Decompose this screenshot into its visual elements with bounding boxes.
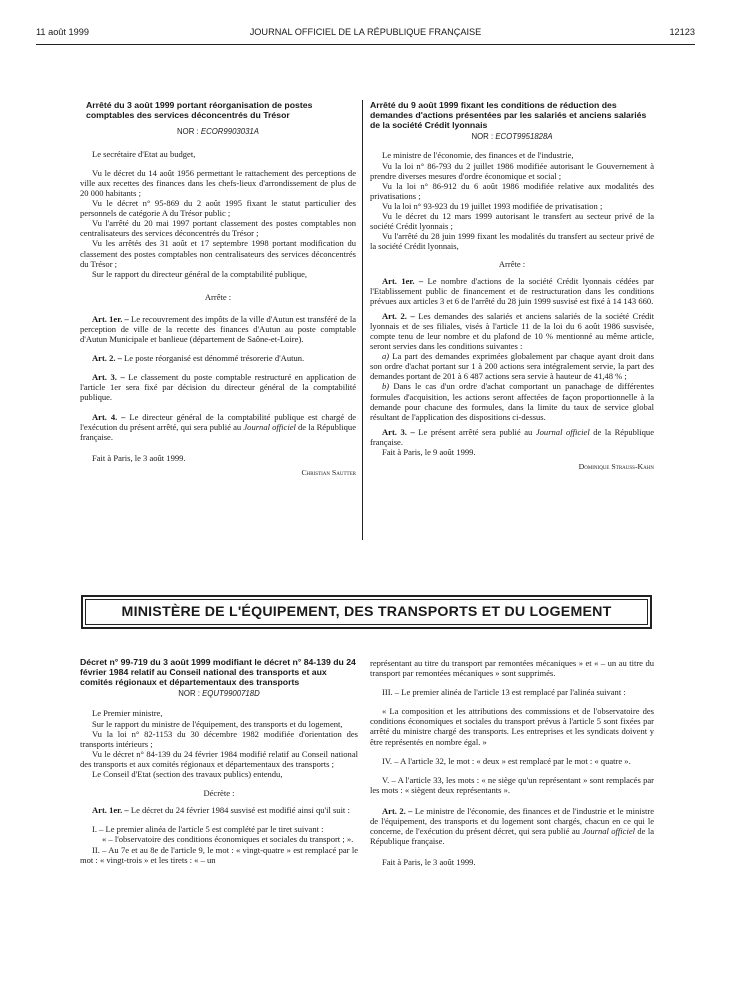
article-point: IV. – A l'article 32, le mot : « deux » est remplacé par le mot : « quatre ». [382,755,631,766]
done-at: Fait à Paris, le 3 août 1999. [92,452,186,463]
article-item: a) La part des demandes exprimées globalement par chaque ayant droit dans son ordre d'achat portant sur 1 à 200 actions sera intégralement servie, la part des demandes portant de 201 à 6 487 actions sera servie à hauteur de 41,48 % ; [370,351,654,382]
visa: Vu le décret du 14 août 1956 permettant le rattachement des perceptions de ville aux recettes des finances dans les chefs-lieux d'arrondissement de plus de 20 000 habitants ; [80,167,356,198]
article: Art. 2. – Le poste réorganisé est dénommé trésorerie d'Autun. [92,353,305,364]
arrete-word: Arrête : [498,259,526,270]
arrete-credit-nor: NOR : ECOT9951828A [471,132,553,142]
visa: Vu la loi n° 86-793 du 2 juillet 1986 modifiée autorisant le Gouvernement à prendre diverses mesures d'ordre économique et social ; [370,160,654,181]
visa: Vu la loi n° 82-1153 du 30 décembre 1982 modifiée d'orientation des transports intérieurs ; [80,728,358,749]
done-at: Fait à Paris, le 9 août 1999. [382,447,476,458]
visa: Vu le décret n° 95-869 du 2 août 1995 fixant le statut particulier des personnels de catégorie A du Trésor public ; [80,198,356,219]
article: Art. 2. – Le ministre de l'économie, des finances et de l'industrie et le ministre de l'équipement, des transports et du logement sont chargés, chacun en ce qui le concerne, de l'exécution du présent décret, qui sera publié au Journal officiel de la République française. [370,805,655,847]
arrete-tresor-title: Arrêté du 3 août 1999 portant réorganisation de postes comptables des services déconcentrés du Trésor [86,100,313,120]
visa: Vu les arrêtés des 31 août et 17 septembre 1998 portant modification du classement des postes comptables non centralisateurs des services déconcentrés du Trésor ; [80,238,356,269]
header-rule [36,44,695,45]
article: Art. 3. – Le classement du poste comptable restructuré en application de l'article 1er sera fixé par décision du directeur général de la comptabilité publique. [80,372,356,403]
column-divider [362,100,363,540]
ministry-banner-text: MINISTÈRE DE L'ÉQUIPEMENT, DES TRANSPORTS ET DU LOGEMENT [121,604,612,620]
nor-code: ECOT9951828A [495,132,553,142]
decret-title: Décret n° 99-719 du 3 août 1999 modifiant le décret n° 84-139 du 24 février 1984 relatif au Conseil national des transports et aux comités régionaux et départementaux des transports [80,657,356,687]
visa: Vu la loi n° 86-912 du 6 août 1986 modifiée relative aux modalités des privatisations ; [370,180,654,201]
article-point: V. – A l'article 33, les mots : « ne siège qu'un représentant » sont remplacés par les mots : « siègent deux représentants ». [370,774,654,795]
signature: Christian Sautter [301,467,356,477]
arrete-word: Arrête : [204,291,232,302]
article: Art. 1er. – Le recouvrement des impôts de la ville d'Autun est transféré de la perception de ville de la recette des finances d'Autun au poste comptable d'Autun Municipale et banlieue (département de Saône-et-Loire). [80,313,357,345]
signature: Dominique Strauss-Kahn [578,462,654,472]
article-point: I. – Le premier alinéa de l'article 5 est complété par le tiret suivant : [92,824,324,835]
page-header [36,27,695,41]
arrete-tresor [80,101,356,478]
visa: Vu l'arrêté du 28 juin 1999 fixant les modalités du transfert au secteur privé de la société Crédit lyonnais, [370,231,654,252]
article: Art. 2. – Les demandes des salariés et anciens salariés de la société Crédit lyonnais et de ses filiales, visés à l'article 11 de la loi du 6 août 1986 susvisée, compte tenu de leur nombre et du plafond de 10 % mentionné au même article, seront servies dans les conditions suivantes : [370,310,655,352]
arrete-tresor-nor: NOR : ECOR9903031A [177,126,259,136]
decret-right-column [370,658,654,867]
article: Art. 4. – Le directeur général de la comptabilité publique est chargé de l'exécution du présent arrêté, qui sera publié au Journal officiel de la République française. [80,411,357,442]
decrete-word: Décrète : [203,788,235,799]
visa: Le Conseil d'Etat (section des travaux publics) entendu, [92,769,283,780]
visa: Vu le décret n° 84-139 du 24 février 1984 modifié relatif au Conseil national des transports et aux comités régionaux et départementaux des transports ; [80,748,358,769]
visa: Sur le rapport du directeur général de la comptabilité publique, [92,268,308,279]
preamble: Le secrétaire d'Etat au budget, [92,148,196,159]
article-point: II. – Au 7e et au 8e de l'article 9, le mot : « vingt-quatre » est remplacé par le mot : « vingt-trois » et les tirets : « – un [80,844,358,865]
decret-left-column [80,658,358,865]
nor-code: ECOR9903031A [200,126,259,136]
nor-code: EQUT9900718D [202,689,260,699]
article-point-quote: « – l'observatoire des conditions économiques et sociales du transport ; ». [102,834,354,845]
article: Art. 1er. – Le nombre d'actions de la société Crédit lyonnais cédées par l'Etablissement public de financement et de restructuration dans les conditions prévues aux articles 3 et 6 de l'arrêté du 28 juin 1999 susvisé est fixé à 14 143 660. [370,275,654,306]
article-item: b) Dans le cas d'un ordre d'achat comportant un panachage de différentes formules d'acquisition, les actions seront affectées de façon proportionnelle à la demande pour chacune des formules, dans la limite du taux de service global résultant de l'application des dispositions ci-dessus. [370,381,654,422]
ministry-banner [81,595,652,629]
article: Art. 3. – Le présent arrêté sera publié au Journal officiel de la République française. [370,426,655,447]
preamble: Le ministre de l'économie, des finances et de l'industrie, [382,150,574,161]
visa: Sur le rapport du ministre de l'équipement, des transports et du logement, [92,718,343,729]
article-point: III. – Le premier alinéa de l'article 13 est remplacé par l'alinéa suivant : [382,687,626,698]
visa: Vu le décret du 12 mars 1999 autorisant le transfert au secteur privé de la société Crédit lyonnais ; [370,211,654,232]
arrete-credit-lyonnais [370,101,654,472]
arrete-credit-title: Arrêté du 9 août 1999 fixant les conditions de réduction des demandes d'actions présentées par les salariés et anciens salariés de la société Crédit lyonnais [370,100,647,130]
article: Art. 1er. – Le décret du 24 février 1984 susvisé est modifié ainsi qu'il suit : [92,805,350,816]
header-page-number: 12123 [669,27,695,37]
visa: Vu la loi n° 93-923 du 19 juillet 1993 modifiée de privatisation ; [382,200,603,211]
header-journal-title: JOURNAL OFFICIEL DE LA RÉPUBLIQUE FRANÇAISE [249,27,482,37]
visa: Vu l'arrêté du 20 mai 1997 portant classement des postes comptables non centralisateurs des services déconcentrés du Trésor ; [80,218,356,239]
preamble: Le Premier ministre, [92,708,163,719]
done-at: Fait à Paris, le 3 août 1999. [382,857,476,868]
article-point-continued: représentant au titre du transport par remontées mécaniques » et « – un au titre du transport par remontées mécaniques » sont supprimés. [370,658,654,679]
article-point-quote: « La composition et les attributions des commissions et de l'observatoire des conditions économiques et sociales du transport prévus à l'article 5 sont fixées par arrêté du ministre chargé des transports. Les entreprises et les syndicats doivent y être représentés en nombre égal. » [370,706,654,747]
decret-nor: NOR : EQUT9900718D [178,689,260,699]
header-date: 11 août 1999 [36,27,89,37]
